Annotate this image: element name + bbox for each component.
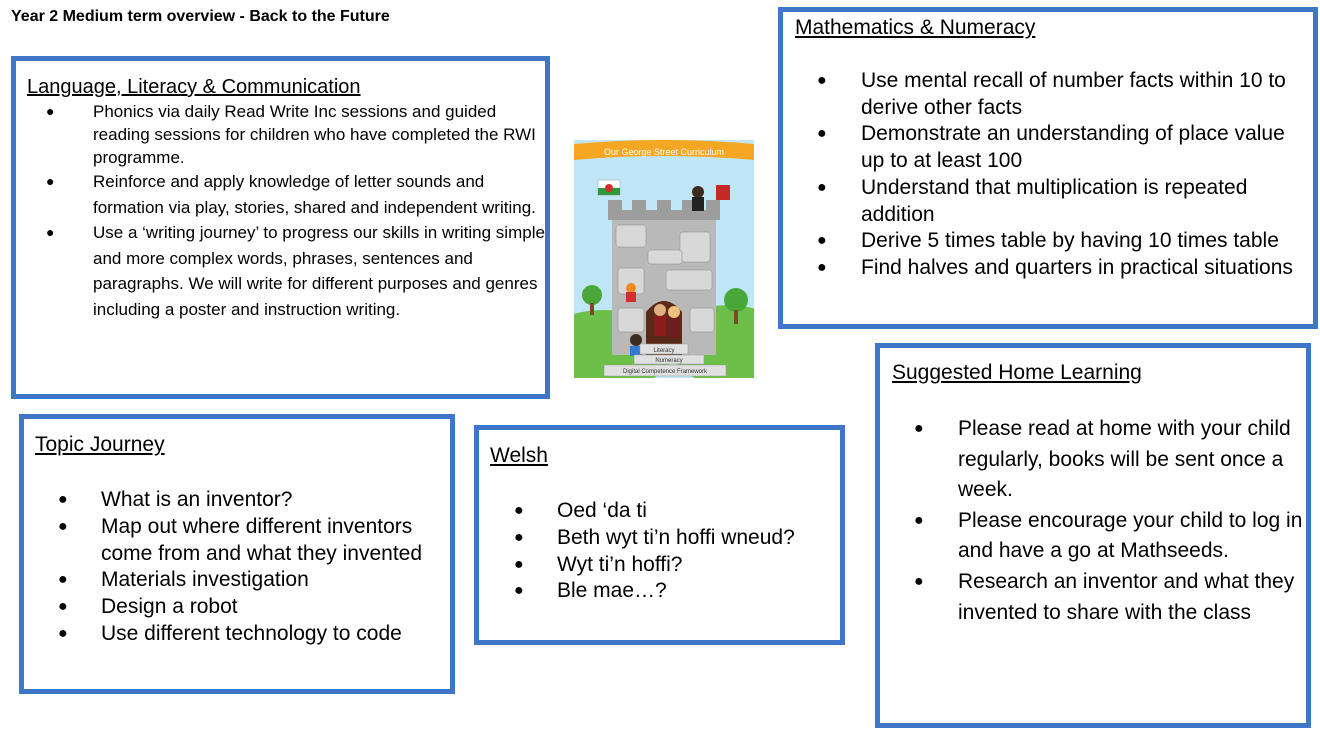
list-item: ● Find halves and quarters in practical situations bbox=[861, 255, 1311, 282]
home-list bbox=[958, 414, 1303, 628]
page-title: Year 2 Medium term overview - Back to the Future bbox=[11, 8, 390, 25]
curriculum-poster-image bbox=[574, 140, 754, 378]
list-item: ● Beth wyt ti’n hoffi wneud? bbox=[557, 525, 837, 552]
list-item: ● Design a robot bbox=[101, 594, 451, 621]
list-item: ● Map out where different inventors come from and what they invented bbox=[101, 514, 451, 568]
list-item: ● What is an inventor? bbox=[101, 487, 451, 514]
list-item: ● Please read at home with your child regularly, books will be sent once a week. bbox=[958, 414, 1303, 506]
welsh-list bbox=[557, 498, 837, 605]
list-item: ● Wyt ti’n hoffi? bbox=[557, 552, 837, 579]
welsh-box bbox=[474, 425, 845, 645]
list-item: ● Please encourage your child to log in and have a go at Mathseeds. bbox=[958, 506, 1303, 567]
list-item: ● Oed ‘da ti bbox=[557, 498, 837, 525]
home-learning-box bbox=[875, 343, 1311, 728]
language-heading: Language, Literacy & Communication bbox=[27, 76, 361, 98]
list-item: ● Derive 5 times table by having 10 times table bbox=[861, 228, 1311, 255]
poster-literacy-text: Literacy bbox=[653, 348, 675, 354]
list-item: ● Use mental recall of number facts within 10 to derive other facts bbox=[861, 68, 1311, 121]
language-list bbox=[93, 100, 548, 322]
list-item: ● Materials investigation bbox=[101, 567, 451, 594]
mathematics-numeracy-box bbox=[778, 7, 1318, 329]
poster-numeracy-text: Numeracy bbox=[655, 358, 683, 364]
list-item: ● Ble mae…? bbox=[557, 578, 837, 605]
language-literacy-box bbox=[11, 56, 550, 399]
list-item: ● Phonics via daily Read Write Inc sessions and guided reading sessions for children who have completed the RWI programme. bbox=[93, 100, 548, 169]
topic-heading: Topic Journey bbox=[35, 433, 165, 456]
list-item: ● Use different technology to code bbox=[101, 621, 451, 648]
topic-journey-box bbox=[19, 414, 455, 694]
list-item: ● Research an inventor and what they invented to share with the class bbox=[958, 567, 1303, 628]
poster-banner-text: Our George Street Curriculum bbox=[603, 147, 725, 157]
topic-list bbox=[101, 487, 451, 648]
poster-digital-text: Digital Competence Framework bbox=[622, 369, 708, 375]
list-item: ● Use a ‘writing journey’ to progress our skills in writing simple and more complex words, phrases, sentences and paragraphs. We will write for different purposes and genres including a poster and instruction writing. bbox=[93, 220, 548, 322]
maths-list bbox=[861, 68, 1311, 282]
maths-heading: Mathematics & Numeracy bbox=[795, 16, 1036, 39]
welsh-heading: Welsh bbox=[490, 444, 548, 467]
list-item: ● Understand that multiplication is repeated addition bbox=[861, 175, 1311, 228]
home-heading: Suggested Home Learning bbox=[892, 361, 1142, 384]
list-item: ● Reinforce and apply knowledge of letter sounds and formation via play, stories, shared and independent writing. bbox=[93, 169, 548, 220]
list-item: ● Demonstrate an understanding of place value up to at least 100 bbox=[861, 121, 1311, 174]
